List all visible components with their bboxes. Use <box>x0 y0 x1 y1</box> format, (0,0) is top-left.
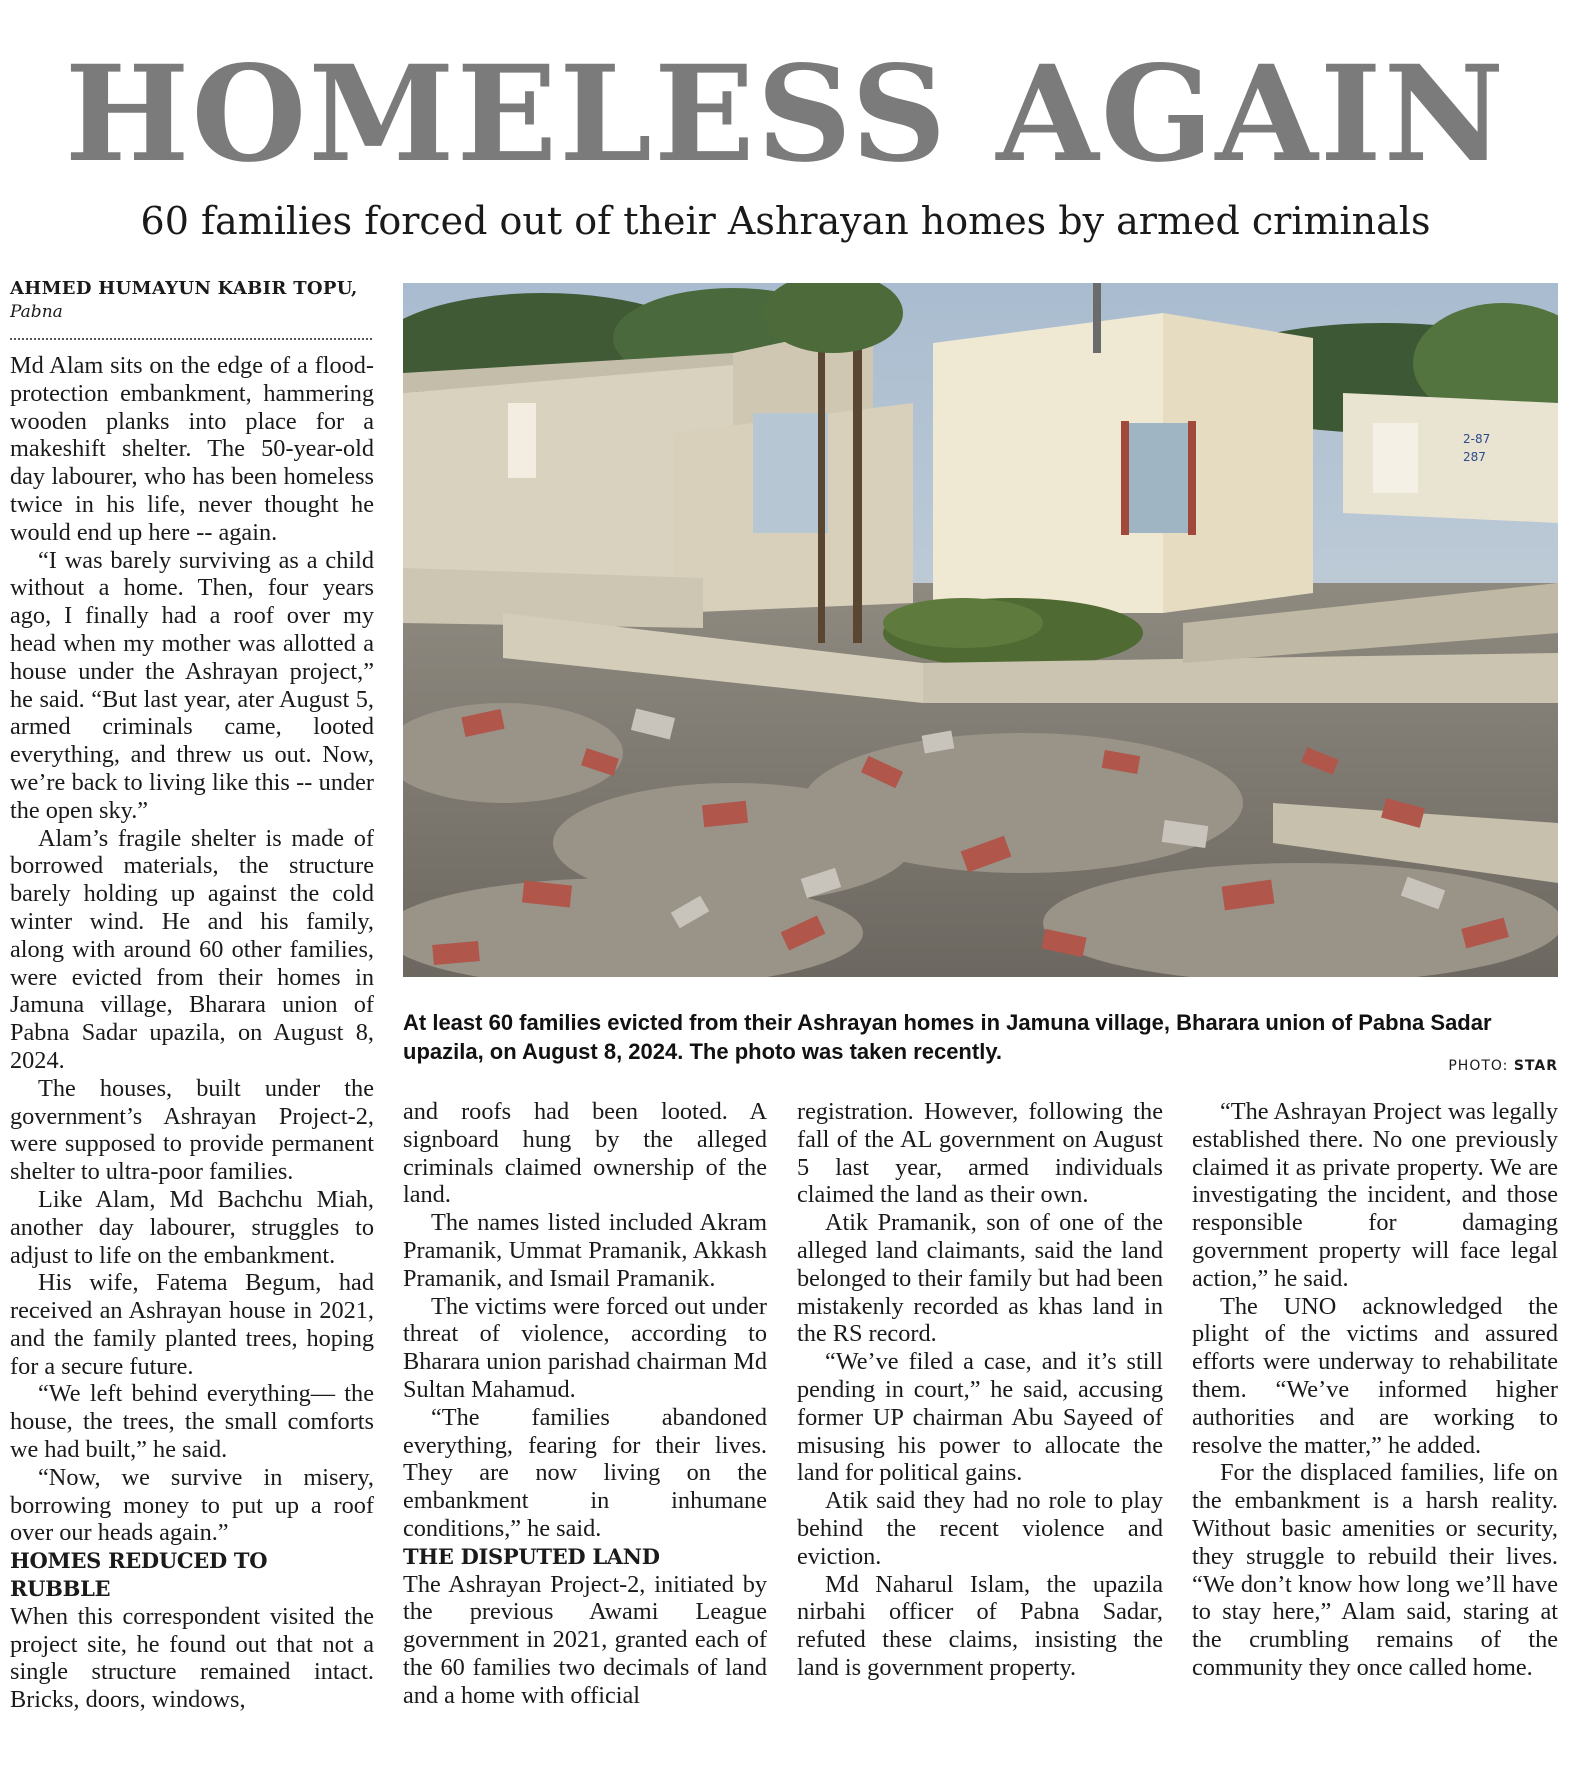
byline-author: AHMED HUMAYUN KABIR TOPU, <box>10 278 358 299</box>
paragraph: Atik Pramanik, son of one of the alleged land claimants, said the land belonged to their family but had been mistakenly recorded as khas land in the RS record. <box>797 1209 1163 1348</box>
section-subhead: THE DISPUTED LAND <box>403 1543 660 1569</box>
paragraph: When this correspondent visited the project site, he found out that not a single structure remained intact. Bricks, doors, windows, <box>10 1602 374 1714</box>
paragraph: The Ashrayan Project-2, initiated by the previous Awami League government in 2021, granted each of the 60 families two decimals of land and a home with official <box>403 1570 767 1709</box>
paragraph: Like Alam, Md Bachchu Miah, another day labourer, struggles to adjust to life on the embankment. <box>10 1185 374 1269</box>
paragraph: registration. However, following the fall of the AL government on August 5 last year, armed individuals claimed the land as their own. <box>797 1098 1163 1209</box>
article-photo <box>403 283 1558 977</box>
paragraph: Alam’s fragile shelter is made of borrowed materials, the structure barely holding up against the cold winter wind. He and his family, along with around 60 other families, were evicted from their homes in Jamuna village, Bharara union of Pabna Sadar upazila, on August 8, 2024. <box>10 824 374 1074</box>
photo-credit-source: STAR <box>1513 1058 1558 1074</box>
paragraph: “I was barely surviving as a child without a home. Then, four years ago, I finally had a roof over my head when my mother was allotted a house under the Ashrayan project,” he said. “But last year, ater August 5, armed criminals came, looted everything, and threw us out. Now, we’re back to living like this -- under the open sky.” <box>10 546 374 824</box>
section-subhead: HOMES REDUCED TO RUBBLE <box>10 1548 268 1602</box>
photo-caption: At least 60 families evicted from their Ashrayan homes in Jamuna village, Bharara union of Pabna Sadar upazila, on August 8, 2024. The photo was taken recently. <box>403 1010 1492 1064</box>
wall-number-2: 287 <box>1463 450 1486 464</box>
byline-divider <box>10 338 372 340</box>
paragraph: The victims were forced out under threat of violence, according to Bharara union parishad chairman Md Sultan Mahamud. <box>403 1292 767 1403</box>
article-column-1 <box>10 352 374 1788</box>
article-column-2 <box>403 1098 767 1788</box>
subheadline: 60 families forced out of their Ashrayan homes by armed criminals <box>140 199 1431 243</box>
paragraph: The UNO acknowledged the plight of the victims and assured efforts were underway to rehabilitate them. “We’ve informed higher authorities and are working to resolve the matter,” he added. <box>1192 1292 1558 1459</box>
paragraph: Md Naharul Islam, the upazila nirbahi officer of Pabna Sadar, refuted these claims, insisting the land is government property. <box>797 1570 1163 1681</box>
headline: HOMELESS AGAIN <box>64 37 1507 192</box>
article-column-4 <box>1192 1098 1558 1788</box>
paragraph: The houses, built under the government’s Ashrayan Project-2, were supposed to provide permanent shelter to ultra-poor families. <box>10 1074 374 1186</box>
paragraph: His wife, Fatema Begum, had received an Ashrayan house in 2021, and the family planted trees, hoping for a secure future. <box>10 1269 374 1380</box>
paragraph: “Now, we survive in misery, borrowing money to put up a roof over our heads again.” <box>10 1463 374 1547</box>
wall-number-1: 2-87 <box>1463 432 1491 446</box>
paragraph: The names listed included Akram Pramanik, Ummat Pramanik, Akkash Pramanik, and Ismail Pramanik. <box>403 1209 767 1292</box>
paragraph: “We’ve filed a case, and it’s still pending in court,” he said, accusing former UP chairman Abu Sayeed of misusing his power to allocate the land for political gains. <box>797 1348 1163 1487</box>
article-column-3 <box>797 1098 1163 1788</box>
paragraph: Md Alam sits on the edge of a flood-protection embankment, hammering wooden planks into place for a makeshift shelter. The 50-year-old day labourer, who has been homeless twice in his life, never thought he would end up here -- again. <box>10 352 374 546</box>
photo-credit-label: PHOTO: <box>1448 1058 1509 1074</box>
paragraph: Atik said they had no role to play behind the recent violence and eviction. <box>797 1487 1163 1570</box>
photo-credit <box>1448 1058 1558 1074</box>
paragraph: “The Ashrayan Project was legally established there. No one previously claimed it as private property. We are investigating the incident, and those responsible for damaging government property will face legal action,” he said. <box>1192 1098 1558 1292</box>
paragraph: For the displaced families, life on the embankment is a harsh reality. Without basic amenities or security, they struggle to rebuild their lives. “We don’t know how long we’ll have to stay here,” Alam said, staring at the crumbling remains of the community they once called home. <box>1192 1459 1558 1681</box>
byline-location: Pabna <box>10 302 63 322</box>
rubble-scene-illustration <box>403 283 1558 977</box>
paragraph: “We left behind everything— the house, the trees, the small comforts we had built,” he said. <box>10 1380 374 1464</box>
paragraph: “The families abandoned everything, fearing for their lives. They are now living on the embankment in inhumane conditions,” he said. <box>403 1403 767 1542</box>
paragraph: and roofs had been looted. A signboard hung by the alleged criminals claimed ownership of the land. <box>403 1098 767 1209</box>
